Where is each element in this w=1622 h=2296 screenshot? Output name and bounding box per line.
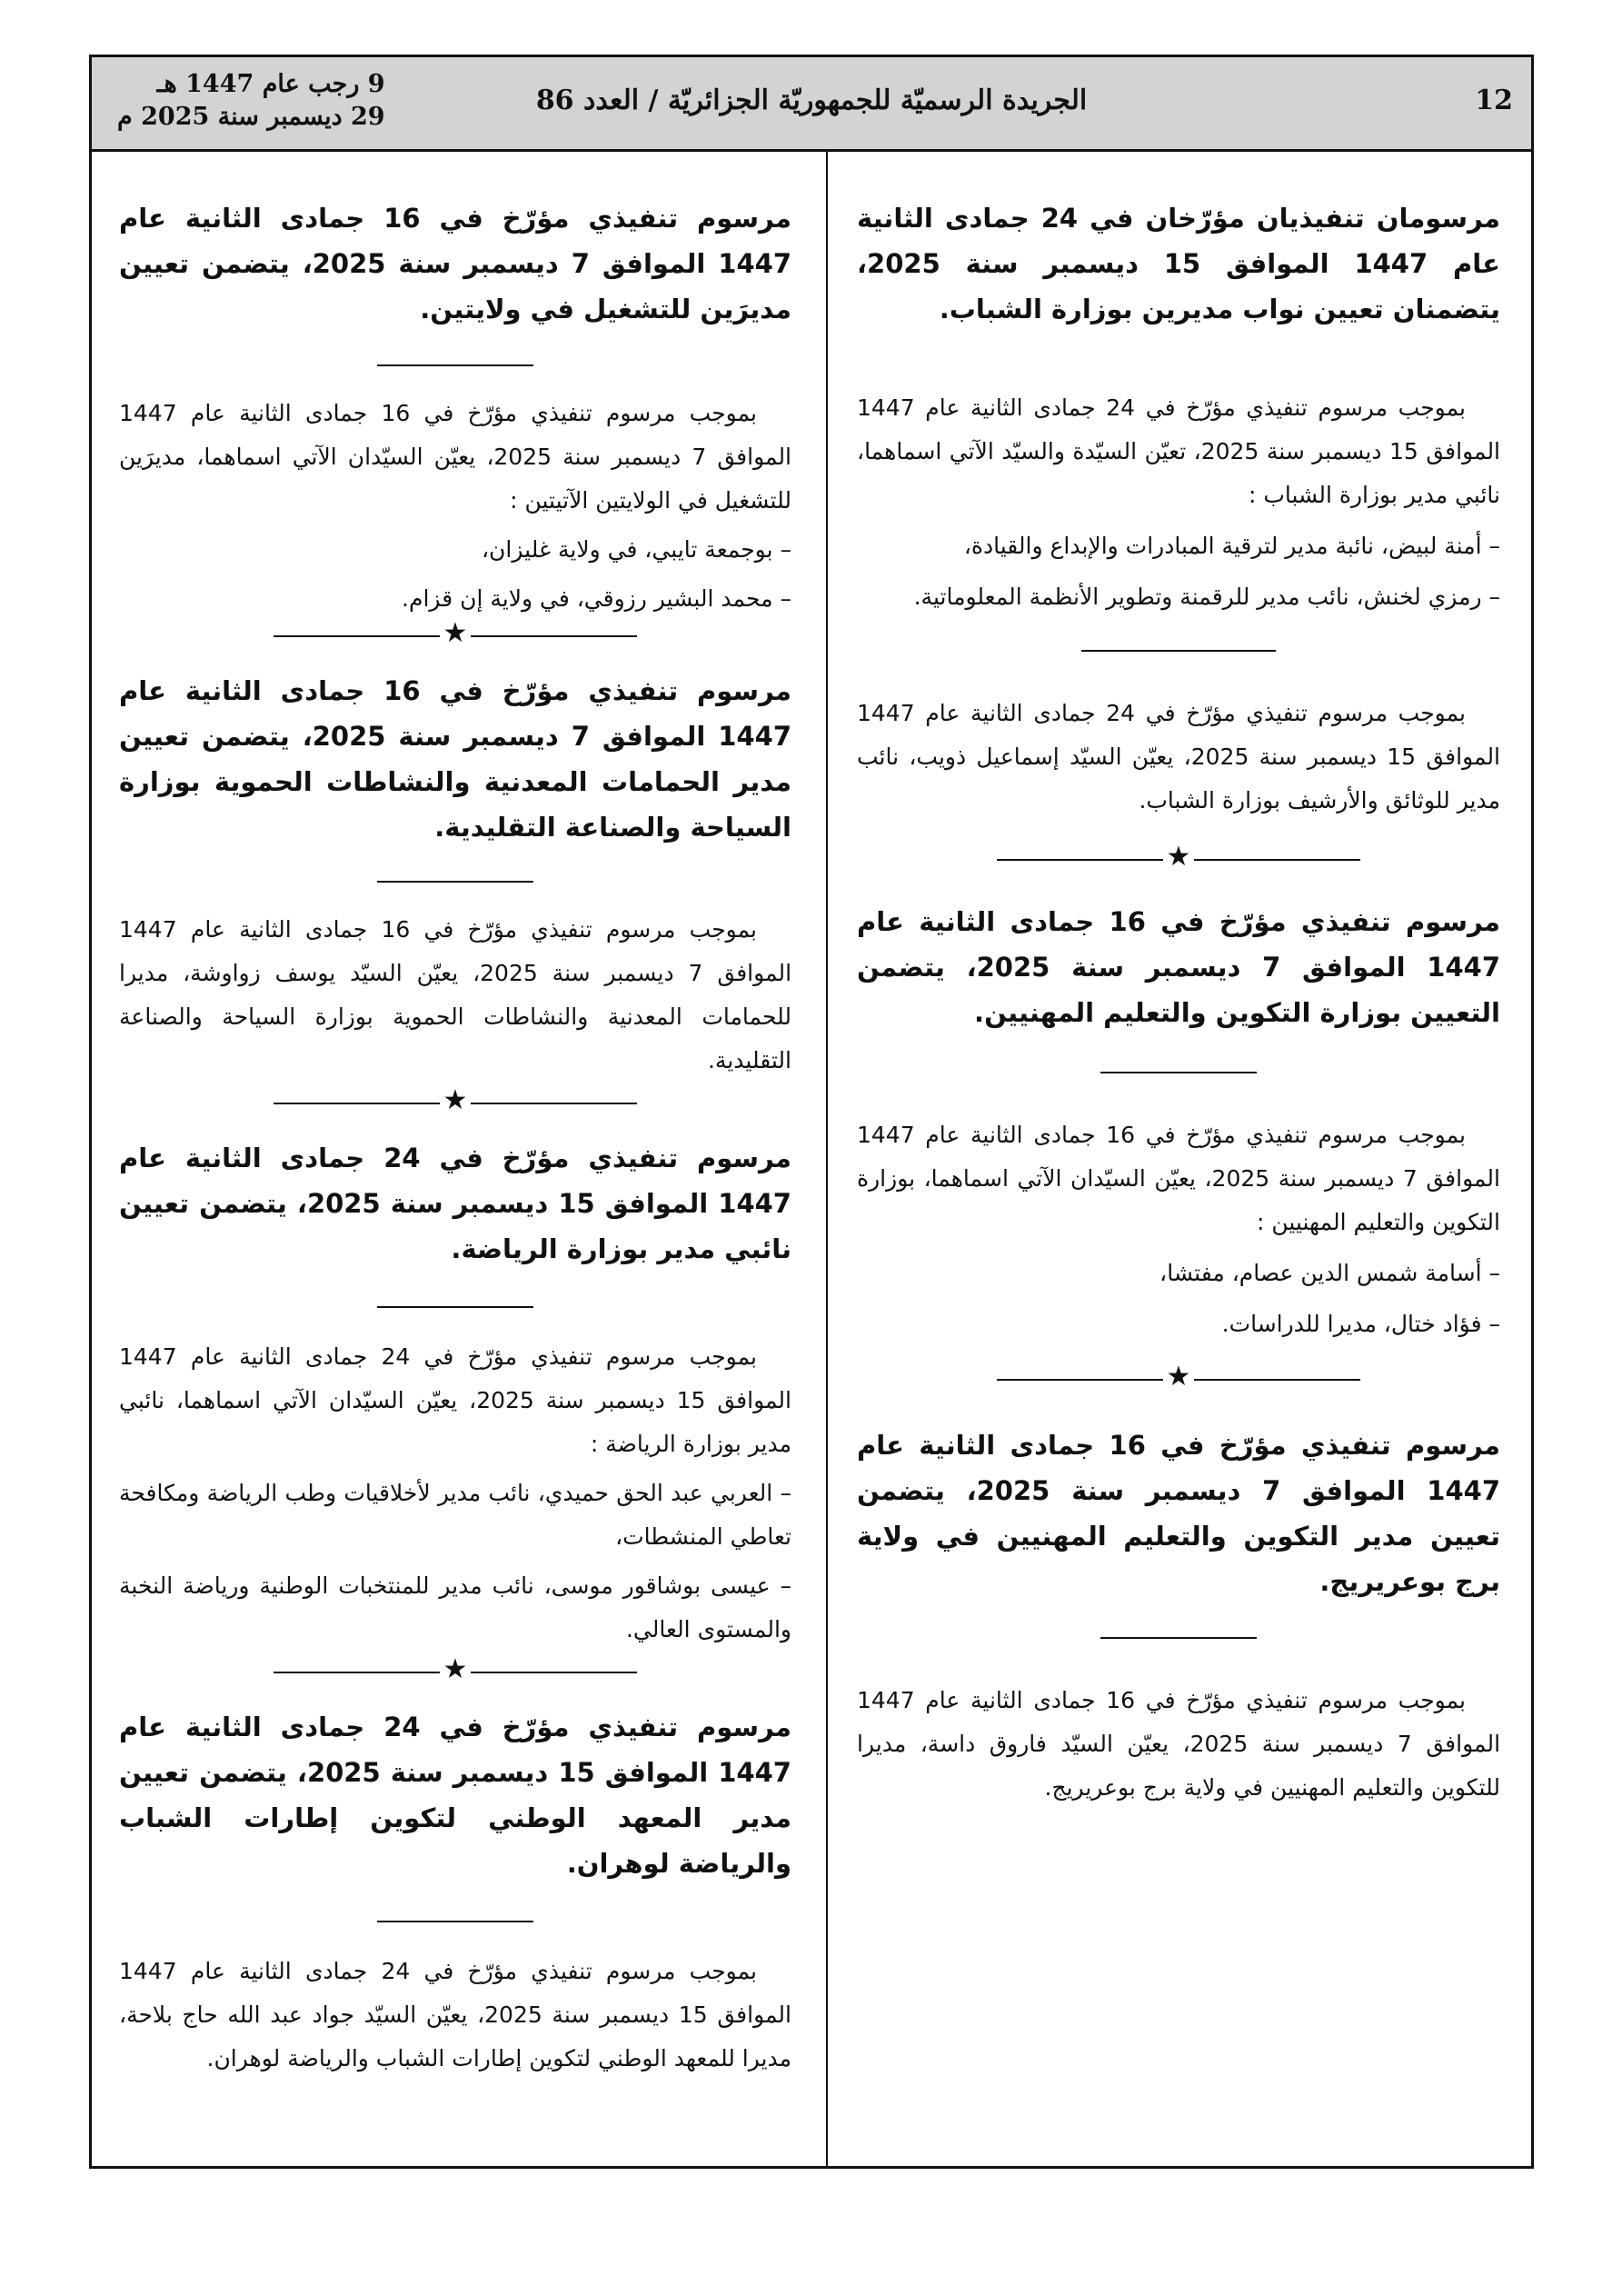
decree-list-item: – فؤاد ختال، مديرا للدراسات. — [1221, 1311, 1500, 1337]
star-icon: ★ — [1166, 841, 1191, 873]
decree-list-item: – أسامة شمس الدين عصام، مفتشا، — [1159, 1260, 1500, 1286]
decree-title: مرسوم تنفيذي مؤرّخ في 16 جمادى الثانية عام 1447 الموافق 7 ديسمبر سنة 2025، يتضمن التعيين بوزارة التكوين والتعليم المهنيين. — [857, 906, 1500, 1028]
decree-body: بموجب مرسوم تنفيذي مؤرّخ في 24 جمادى الثانية عام 1447 الموافق 15 ديسمبر سنة 2025، تعيّن السيّدة والسيّد الآتي اسماهما، نائبي مدير بوزارة الشباب : — [857, 394, 1501, 508]
date-hijri: 9 رجب عام 1447 هـ — [156, 70, 385, 98]
left-column — [92, 152, 828, 2166]
star-icon: ★ — [443, 1653, 468, 1685]
decree-title: مرسوم تنفيذي مؤرّخ في 24 جمادى الثانية عام 1447 الموافق 15 ديسمبر سنة 2025، يتضمن تعيين نائبي مدير بوزارة الرياضة. — [119, 1143, 791, 1264]
star-icon: ★ — [443, 617, 468, 649]
decree-title: مرسوم تنفيذي مؤرّخ في 16 جمادى الثانية عام 1447 الموافق 7 ديسمبر سنة 2025، يتضمن تعيين مدير الحمامات المعدنية والنشاطات الحموية بوزارة السياحة والصناعة التقليدية. — [119, 675, 791, 843]
date-gregorian: 29 ديسمبر سنة 2025 م — [117, 103, 385, 131]
page-number: 12 — [1475, 85, 1513, 116]
star-separator — [997, 841, 1360, 873]
issue-dates — [117, 68, 385, 134]
decree-body: بموجب مرسوم تنفيذي مؤرّخ في 24 جمادى الثانية عام 1447 الموافق 15 ديسمبر سنة 2025، يعيّن السيّدان الآتي اسماهما، نائبي مدير بوزارة الرياضة : — [119, 1343, 791, 1457]
decree-list-item: – العربي عبد الحق حميدي، نائب مدير لأخلاقيات وطب الرياضة ومكافحة تعاطي المنشطات، — [119, 1480, 791, 1550]
decree-body: بموجب مرسوم تنفيذي مؤرّخ في 16 جمادى الثانية عام 1447 الموافق 7 ديسمبر سنة 2025، يعيّن السيّد فاروق داسة، مديرا للتكوين والتعليم المهنيين في ولاية برج بوعريريج. — [857, 1687, 1501, 1801]
gazette-header — [92, 57, 1531, 152]
decree-list-item: – رمزي لخنش، نائب مدير للرقمنة وتطوير الأنظمة المعلوماتية. — [913, 584, 1500, 610]
page-frame — [89, 55, 1534, 2169]
decree-list-item: – عيسى بوشاقور موسى، نائب مدير للمنتخبات الوطنية ورياضة النخبة والمستوى العالي. — [119, 1572, 791, 1642]
decree-list-item: – أمنة لبيض، نائبة مدير لترقية المبادرات والإبداع والقيادة، — [963, 533, 1500, 559]
decree-title: مرسوم تنفيذي مؤرّخ في 24 جمادى الثانية عام 1447 الموافق 15 ديسمبر سنة 2025، يتضمن تعيين مدير المعهد الوطني لتكوين إطارات الشباب والرياضة لوهران. — [119, 1712, 791, 1879]
star-icon: ★ — [1166, 1361, 1191, 1393]
decree-body: بموجب مرسوم تنفيذي مؤرّخ في 24 جمادى الثانية عام 1447 الموافق 15 ديسمبر سنة 2025، يعيّن السيّد إسماعيل ذويب، نائب مدير للوثائق والأرشيف بوزارة الشباب. — [857, 700, 1501, 814]
star-icon: ★ — [443, 1084, 468, 1116]
right-column — [826, 152, 1531, 1810]
star-separator — [997, 1361, 1360, 1393]
decree-body: بموجب مرسوم تنفيذي مؤرّخ في 16 جمادى الثانية عام 1447 الموافق 7 ديسمبر سنة 2025، يعيّن السيّد يوسف زواوشة، مديرا للحمامات المعدنية والنشاطات الحموية بوزارة السياحة والصناعة التقليدية. — [119, 916, 792, 1073]
decree-body: بموجب مرسوم تنفيذي مؤرّخ في 24 جمادى الثانية عام 1447 الموافق 15 ديسمبر سنة 2025، يعيّن السيّد جواد عبد الله حاج بلاحة، مديرا للمعهد الوطني لتكوين إطارات الشباب والرياضة لوهران. — [119, 1958, 791, 2071]
decree-list-item: – محمد البشير رزوقي، في ولاية إن قزام. — [402, 585, 791, 612]
decree-title: مرسومان تنفيذيان مؤرّخان في 24 جمادى الثانية عام 1447 الموافق 15 ديسمبر سنة 2025، يتضمنان تعيين نواب مديرين بوزارة الشباب. — [857, 203, 1500, 324]
decree-title: مرسوم تنفيذي مؤرّخ في 16 جمادى الثانية عام 1447 الموافق 7 ديسمبر سنة 2025، يتضمن تعيين مدير التكوين والتعليم المهنيين في ولاية برج بوعريريج. — [857, 1430, 1500, 1597]
gazette-title: الجريدة الرسميّة للجمهوريّة الجزائريّة / العدد 86 — [535, 85, 1088, 116]
star-separator — [274, 1653, 637, 1685]
star-separator — [274, 617, 637, 649]
decree-body: بموجب مرسوم تنفيذي مؤرّخ في 16 جمادى الثانية عام 1447 الموافق 7 ديسمبر سنة 2025، يعيّن السيّدان الآتي اسماهما، بوزارة التكوين والتعليم المهنيين : — [857, 1122, 1500, 1235]
decree-title: مرسوم تنفيذي مؤرّخ في 16 جمادى الثانية عام 1447 الموافق 7 ديسمبر سنة 2025، يتضمن تعيين مديرَين للتشغيل في ولايتين. — [119, 203, 791, 324]
decree-list-item: – بوجمعة تايبي، في ولاية غليزان، — [481, 536, 791, 563]
decree-body: بموجب مرسوم تنفيذي مؤرّخ في 16 جمادى الثانية عام 1447 الموافق 7 ديسمبر سنة 2025، يعيّن السيّدان الآتي اسماهما، مديرَين للتشغيل في الولايتين الآتيتين : — [119, 400, 792, 514]
star-separator — [274, 1084, 637, 1116]
